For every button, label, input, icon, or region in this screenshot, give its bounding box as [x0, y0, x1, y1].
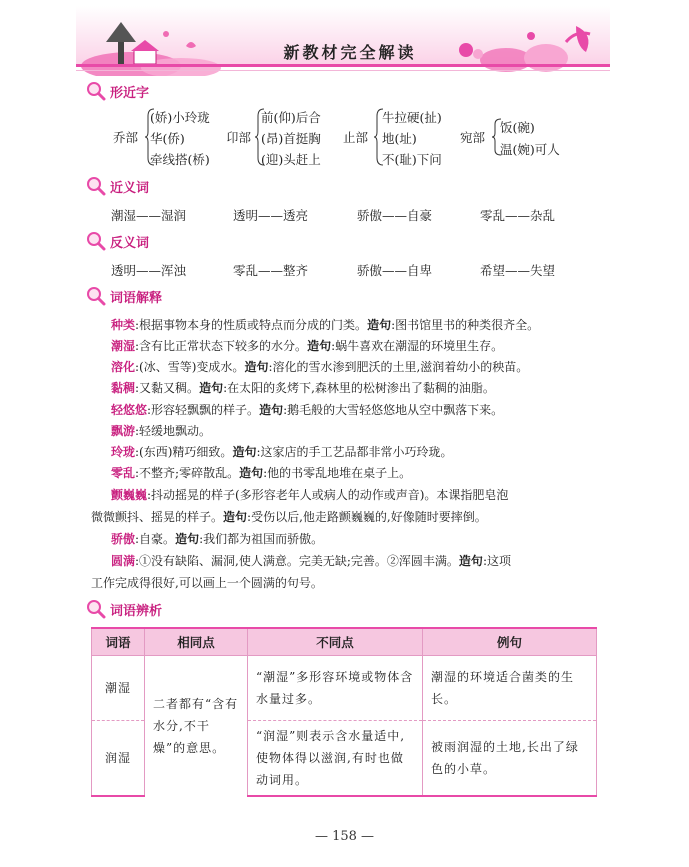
- def-text: :①没有缺陷、漏洞,使人满意。完美无缺;完善。②浑圆丰满。: [135, 554, 459, 568]
- example-text: :受伤以后,他走路颤巍巍的,好像随时要摔倒。: [247, 510, 487, 524]
- def-text: :(东西)精巧细致。: [135, 445, 233, 459]
- magnifier-icon: [86, 286, 106, 306]
- definition-entry: [111, 443, 453, 461]
- definition-entry: [111, 422, 211, 440]
- example-label: 造句: [259, 403, 284, 417]
- synonym-pair: 骄傲——自豪: [357, 208, 433, 223]
- example-text: :鹅毛般的大雪轻悠悠地从空中飘落下来。: [283, 403, 504, 417]
- example-text: :蜗牛喜欢在潮湿的环境里生存。: [331, 339, 504, 353]
- table-header: 不同点: [248, 628, 423, 656]
- xingjinzi-item: (昂)首挺胸: [261, 131, 321, 146]
- synonym-pair: 潮湿——湿润: [111, 208, 187, 223]
- def-term: 零乱: [111, 466, 136, 480]
- table-header: 词语: [92, 628, 145, 656]
- def-term: 潮湿: [111, 339, 136, 353]
- xingjinzi-item: (娇)小玲珑: [150, 110, 210, 125]
- definition-entry: [111, 401, 503, 419]
- def-text: :不整齐;零碎散乱。: [135, 466, 240, 480]
- definition-entry: [111, 316, 539, 334]
- xingjinzi-item: 温(婉)可人: [500, 142, 560, 157]
- def-text: :(冰、雪等)变成水。: [135, 360, 245, 374]
- example-text: :这项: [482, 554, 511, 568]
- example-text: :在太阳的炙烤下,森林里的松树渗出了黏稠的油脂。: [223, 381, 495, 395]
- definition-entry: [111, 464, 411, 482]
- def-text: 微微颤抖、摇晃的样子。: [91, 510, 224, 524]
- magnifier-icon: [86, 599, 106, 619]
- example-cell: 被雨润湿的土地,长出了绿色的小草。: [423, 721, 597, 797]
- def-term: 玲珑: [111, 445, 136, 459]
- antonym-pair: 透明——浑浊: [111, 263, 187, 278]
- definition-entry-cont: [91, 508, 487, 526]
- definition-entry-cont: [91, 574, 323, 592]
- header-title: 新教材完全解读: [283, 43, 417, 62]
- example-text: :我们都为祖国而骄傲。: [199, 532, 324, 546]
- section-title: 近义词: [110, 180, 150, 196]
- diff-cell: “潮湿”多形容环境或物体含水量过多。: [248, 656, 423, 721]
- diff-cell: “润湿”则表示含水量适中,使物体得以滋润,有时也做动词用。: [248, 721, 423, 797]
- def-text: 工作完成得很好,可以画上一个圆满的句号。: [91, 576, 323, 590]
- magnifier-icon: [86, 231, 106, 251]
- xingjinzi-item: 饭(碗): [500, 120, 535, 135]
- section-title: 词语辨析: [110, 603, 163, 619]
- def-term: 种类: [111, 318, 136, 332]
- definition-entry: [111, 486, 508, 504]
- definition-entry: [111, 379, 495, 397]
- comparison-table: [91, 627, 597, 797]
- xingjinzi-item: 牛拉硬(扯): [382, 110, 442, 125]
- def-term: 溶化: [111, 360, 136, 374]
- def-text: :含有比正常状态下较多的水分。: [135, 339, 308, 353]
- example-label: 造句: [175, 532, 200, 546]
- root-label: 乔部: [113, 130, 139, 145]
- table-header-row: [92, 628, 597, 656]
- example-cell: 潮湿的环境适合菌类的生长。: [423, 656, 597, 721]
- definition-entry: [111, 530, 323, 548]
- xingjinzi-item: 前(仰)后合: [261, 110, 321, 125]
- xingjinzi-item: (迎)头赶上: [261, 152, 321, 167]
- root-label: 宛部: [460, 130, 486, 145]
- def-term: 黏稠: [111, 381, 136, 395]
- example-label: 造句: [239, 466, 264, 480]
- root-label: 止部: [343, 130, 369, 145]
- def-text: :又黏又稠。: [135, 381, 200, 395]
- example-text: :溶化的雪水渗到肥沃的土里,滋润着幼小的秧苗。: [268, 360, 529, 374]
- root-label: 卬部: [226, 130, 252, 145]
- def-term: 飘游: [111, 424, 136, 438]
- common-cell: 二者都有“含有水分,不干燥”的意思。: [145, 656, 248, 797]
- word-cell: 潮湿: [92, 656, 145, 721]
- section-xingjinzi: [86, 81, 149, 101]
- def-term: 圆满: [111, 554, 136, 568]
- def-text: :轻缓地飘动。: [135, 424, 212, 438]
- example-label: 造句: [458, 554, 483, 568]
- def-text: :自豪。: [135, 532, 176, 546]
- example-label: 造句: [367, 318, 392, 332]
- section-bianxi: [86, 599, 162, 619]
- table-row: [92, 656, 597, 721]
- example-text: :他的书零乱地堆在桌子上。: [263, 466, 412, 480]
- magnifier-icon: [86, 176, 106, 196]
- section-fanyici: [86, 231, 149, 251]
- antonym-pair: 骄傲——自卑: [357, 263, 433, 278]
- magnifier-icon: [86, 81, 106, 101]
- definition-entry: [111, 552, 511, 570]
- def-term: 轻悠悠: [111, 403, 148, 417]
- page-number: — 158 —: [314, 829, 375, 844]
- example-label: 造句: [199, 381, 224, 395]
- definition-entry: [111, 358, 528, 376]
- synonym-pair: 零乱——杂乱: [480, 208, 556, 223]
- section-jieshi: [86, 286, 162, 306]
- example-text: :这家店的手工艺品都非常小巧玲珑。: [256, 445, 453, 459]
- xingjinzi-item: 地(址): [382, 131, 417, 146]
- header-rule: [76, 64, 610, 67]
- table-header: 例句: [423, 628, 597, 656]
- def-term: 颤巍巍: [111, 488, 148, 502]
- synonym-pair: 透明——透亮: [233, 208, 309, 223]
- def-text: :根据事物本身的性质或特点而分成的门类。: [135, 318, 368, 332]
- section-title: 反义词: [110, 235, 150, 251]
- xingjinzi-item: 牵线搭(桥): [150, 152, 210, 167]
- antonym-pair: 希望——失望: [480, 263, 556, 278]
- example-label: 造句: [307, 339, 332, 353]
- def-text: :形容轻飘飘的样子。: [147, 403, 260, 417]
- xingjinzi-item: 华(侨): [150, 131, 185, 146]
- def-text: :抖动摇晃的样子(多形容老年人或病人的动作或声音)。本课指肥皂泡: [147, 488, 509, 502]
- example-label: 造句: [232, 445, 257, 459]
- section-jinyici: [86, 176, 149, 196]
- def-term: 骄傲: [111, 532, 136, 546]
- antonym-pair: 零乱——整齐: [233, 263, 309, 278]
- table-header: 相同点: [145, 628, 248, 656]
- definition-entry: [111, 337, 503, 355]
- section-title: 形近字: [110, 85, 150, 101]
- word-cell: 润湿: [92, 721, 145, 797]
- section-title: 词语解释: [110, 290, 163, 306]
- example-text: :图书馆里书的种类很齐全。: [391, 318, 540, 332]
- example-label: 造句: [244, 360, 269, 374]
- example-label: 造句: [223, 510, 248, 524]
- header-rule-thin: [76, 70, 610, 71]
- xingjinzi-item: 不(耻)下问: [382, 152, 442, 167]
